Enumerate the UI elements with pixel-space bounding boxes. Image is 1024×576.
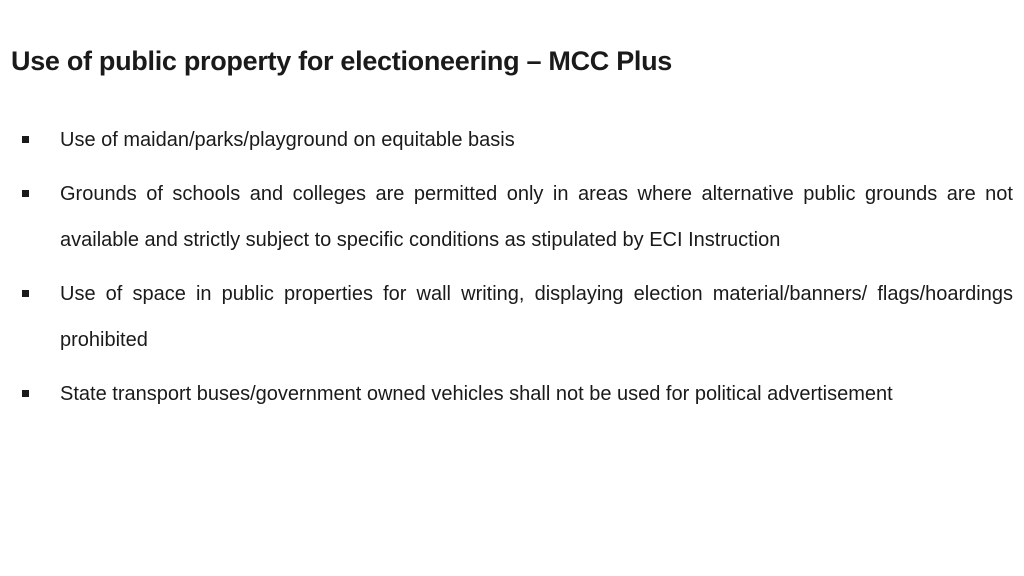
bullet-item (0, 271, 1024, 363)
square-bullet-icon (22, 136, 29, 143)
bullet-text: Grounds of schools and colleges are permitted only in areas where alternative public grounds are not available and strictly subject to specific conditions as stipulated by ECI Instruction (60, 183, 1013, 251)
bullet-item (0, 371, 1024, 417)
bullet-item (0, 117, 1024, 163)
bullet-item (0, 171, 1024, 263)
square-bullet-icon (22, 190, 29, 197)
bullet-text: State transport buses/government owned vehicles shall not be used for political advertisement (60, 383, 893, 405)
bullet-list (0, 117, 1024, 425)
slide-title: Use of public property for electioneering – MCC Plus (11, 46, 673, 76)
bullet-text: Use of space in public properties for wall writing, displaying election material/banners/ flags/hoardings prohibited (60, 283, 1013, 351)
square-bullet-icon (22, 390, 29, 397)
bullet-text: Use of maidan/parks/playground on equitable basis (60, 129, 515, 151)
square-bullet-icon (22, 290, 29, 297)
